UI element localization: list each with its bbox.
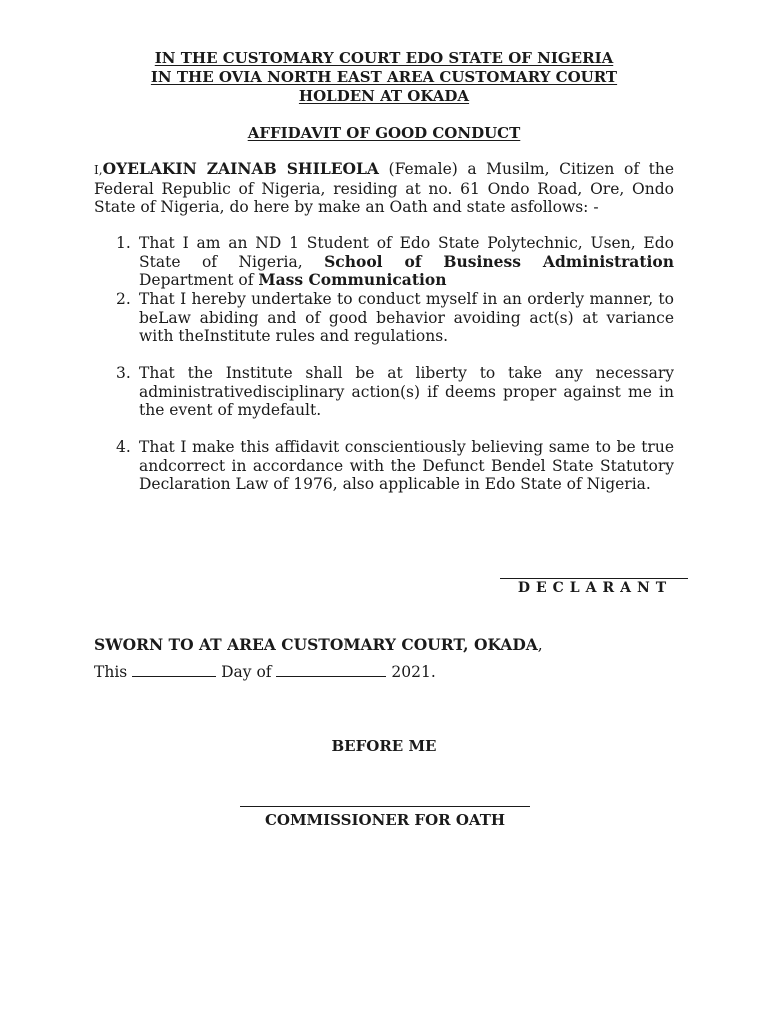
month-blank [276,664,386,677]
declarant-signature-line [500,578,688,579]
court-heading-line-3: HOLDEN AT OKADA [298,87,470,105]
list-item-text: That I am an ND 1 Student of Edo State Polytechnic, Usen, Edo State of Nigeria, School of Business Administration Department of Mass Communication [139,234,674,289]
sworn-statement: SWORN TO AT AREA CUSTOMARY COURT, OKADA, [94,635,543,654]
list-item-number: 3. [116,364,131,382]
date-day-of-label: Day of [221,663,272,681]
list-item-number: 1. [116,234,131,252]
commissioner-signature-line [240,806,530,807]
declarant-name: OYELAKIN ZAINAB SHILEOLA [102,159,379,178]
list-item-text: That I hereby undertake to conduct myself in an orderly manner, to beLaw abiding and of good behavior avoiding act(s) at variance with theInstitute rules and regulations. [139,290,674,345]
list-item [94,290,674,346]
list-item-text: That I make this affidavit conscientiously believing same to be true andcorrect in accordance with the Defunct Bendel State Statutory Declaration Law of 1976, also applicable in Edo State of Nigeria. [139,438,674,493]
list-item-number: 2. [116,290,131,308]
department-name: Mass Communication [258,270,447,289]
intro-paragraph [94,160,674,217]
day-blank [132,664,216,677]
date-this-label: This [94,663,128,681]
intro-prefix: I, [94,163,103,177]
before-me-label: BEFORE ME [331,737,437,755]
list-item [94,234,674,290]
list-item-number: 4. [116,438,131,456]
list-item [94,438,674,494]
commissioner-label: COMMISSIONER FOR OATH [264,811,506,829]
school-name: School of Business Administration [324,251,674,271]
declarant-label: DECLARANT [517,580,673,596]
list-item [94,364,674,420]
date-year: 2021. [391,663,436,681]
court-heading-line-2: IN THE OVIA NORTH EAST AREA CUSTOMARY COURT [150,68,618,86]
court-heading-line-1: IN THE CUSTOMARY COURT EDO STATE OF NIGERIA [154,49,614,67]
intro-text: (Female) a Musilm, Citizen of the Federal Republic of Nigeria, residing at no. 61 Ondo Road, Ore, Ondo State of Nigeria, do here by make an Oath and state asfollows: - [94,160,675,216]
list-item-text: That the Institute shall be at liberty to take any necessary administrativedisciplinary action(s) if deems proper against me in the event of mydefault. [139,364,674,419]
document-title: AFFIDAVIT OF GOOD CONDUCT [247,124,521,142]
date-line [94,663,436,681]
